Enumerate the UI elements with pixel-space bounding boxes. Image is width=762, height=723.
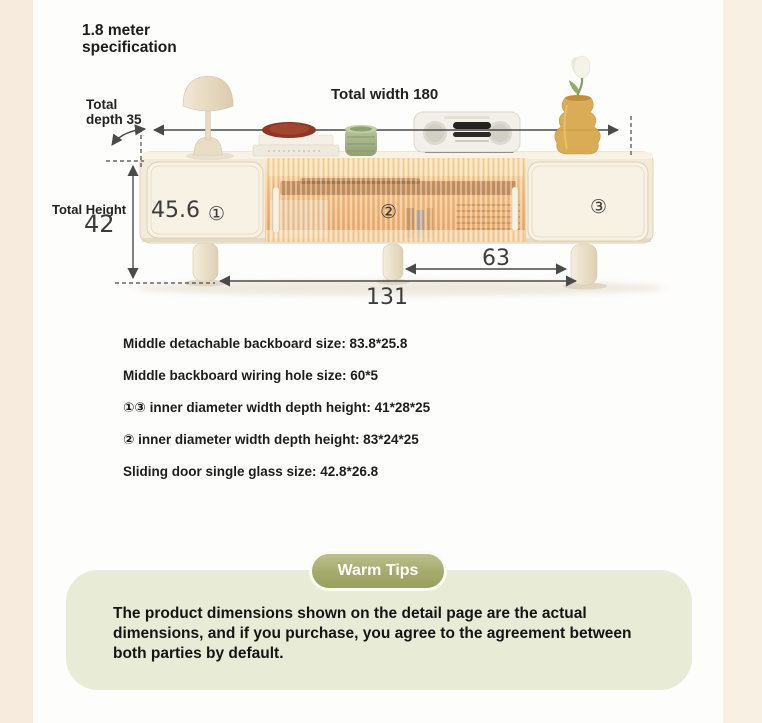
tulip-vase (555, 56, 601, 154)
mushroom-lamp (183, 76, 234, 160)
page-title-line2: specification (82, 39, 177, 56)
cabinet-door-right (528, 162, 648, 241)
glass-door-handle-left (273, 187, 279, 233)
spec-line-middle-compartment: ② inner diameter width depth height: 83*24*25 (123, 432, 419, 447)
tulip-leaf (569, 80, 579, 94)
glass-door-handle-right (512, 187, 518, 231)
radio-speaker (414, 112, 520, 153)
total-height-value: 42 (84, 210, 115, 238)
spec-line-backboard-size: Middle detachable backboard size: 83.8*25.8 (123, 336, 408, 351)
warm-tips-badge: Warm Tips (309, 551, 447, 591)
spec-line-side-compartments: ①③ inner diameter width depth height: 41*28*25 (123, 400, 431, 415)
compartment-2-marker: ② (380, 201, 398, 223)
glass-compartment (265, 158, 526, 242)
compartment-3-marker: ③ (590, 196, 608, 218)
spec-list (123, 336, 683, 496)
total-depth-label: Total depth 35 (86, 97, 142, 127)
glass-vase (555, 98, 601, 154)
total-width-label: Total width 180 (331, 86, 439, 103)
cabinet-leg-right (571, 244, 597, 285)
product-dimension-diagram (0, 50, 762, 322)
green-cup (345, 125, 377, 156)
spec-line-sliding-door-glass: Sliding door single glass size: 42.8*26.8 (123, 464, 379, 479)
page-title-line1: 1.8 meter (82, 22, 151, 39)
stacked-books (253, 122, 339, 156)
drawer-width-value: 45.6 (151, 198, 200, 223)
depth-arrow (112, 129, 145, 145)
warm-tips-text: The product dimensions shown on the detail page are the actual dimensions, and if you purchase, you agree to the agreement between both parties by default. (113, 605, 632, 662)
cabinet-leg-left (193, 243, 218, 281)
total-height-label: Total Height (52, 202, 127, 217)
compartment-1-marker: ① (208, 203, 226, 225)
base-span-value: 131 (366, 285, 408, 310)
leg-span-value: 63 (482, 246, 510, 271)
cabinet-leg-middle (383, 244, 403, 280)
spec-line-wiring-hole: Middle backboard wiring hole size: 60*5 (123, 368, 379, 383)
